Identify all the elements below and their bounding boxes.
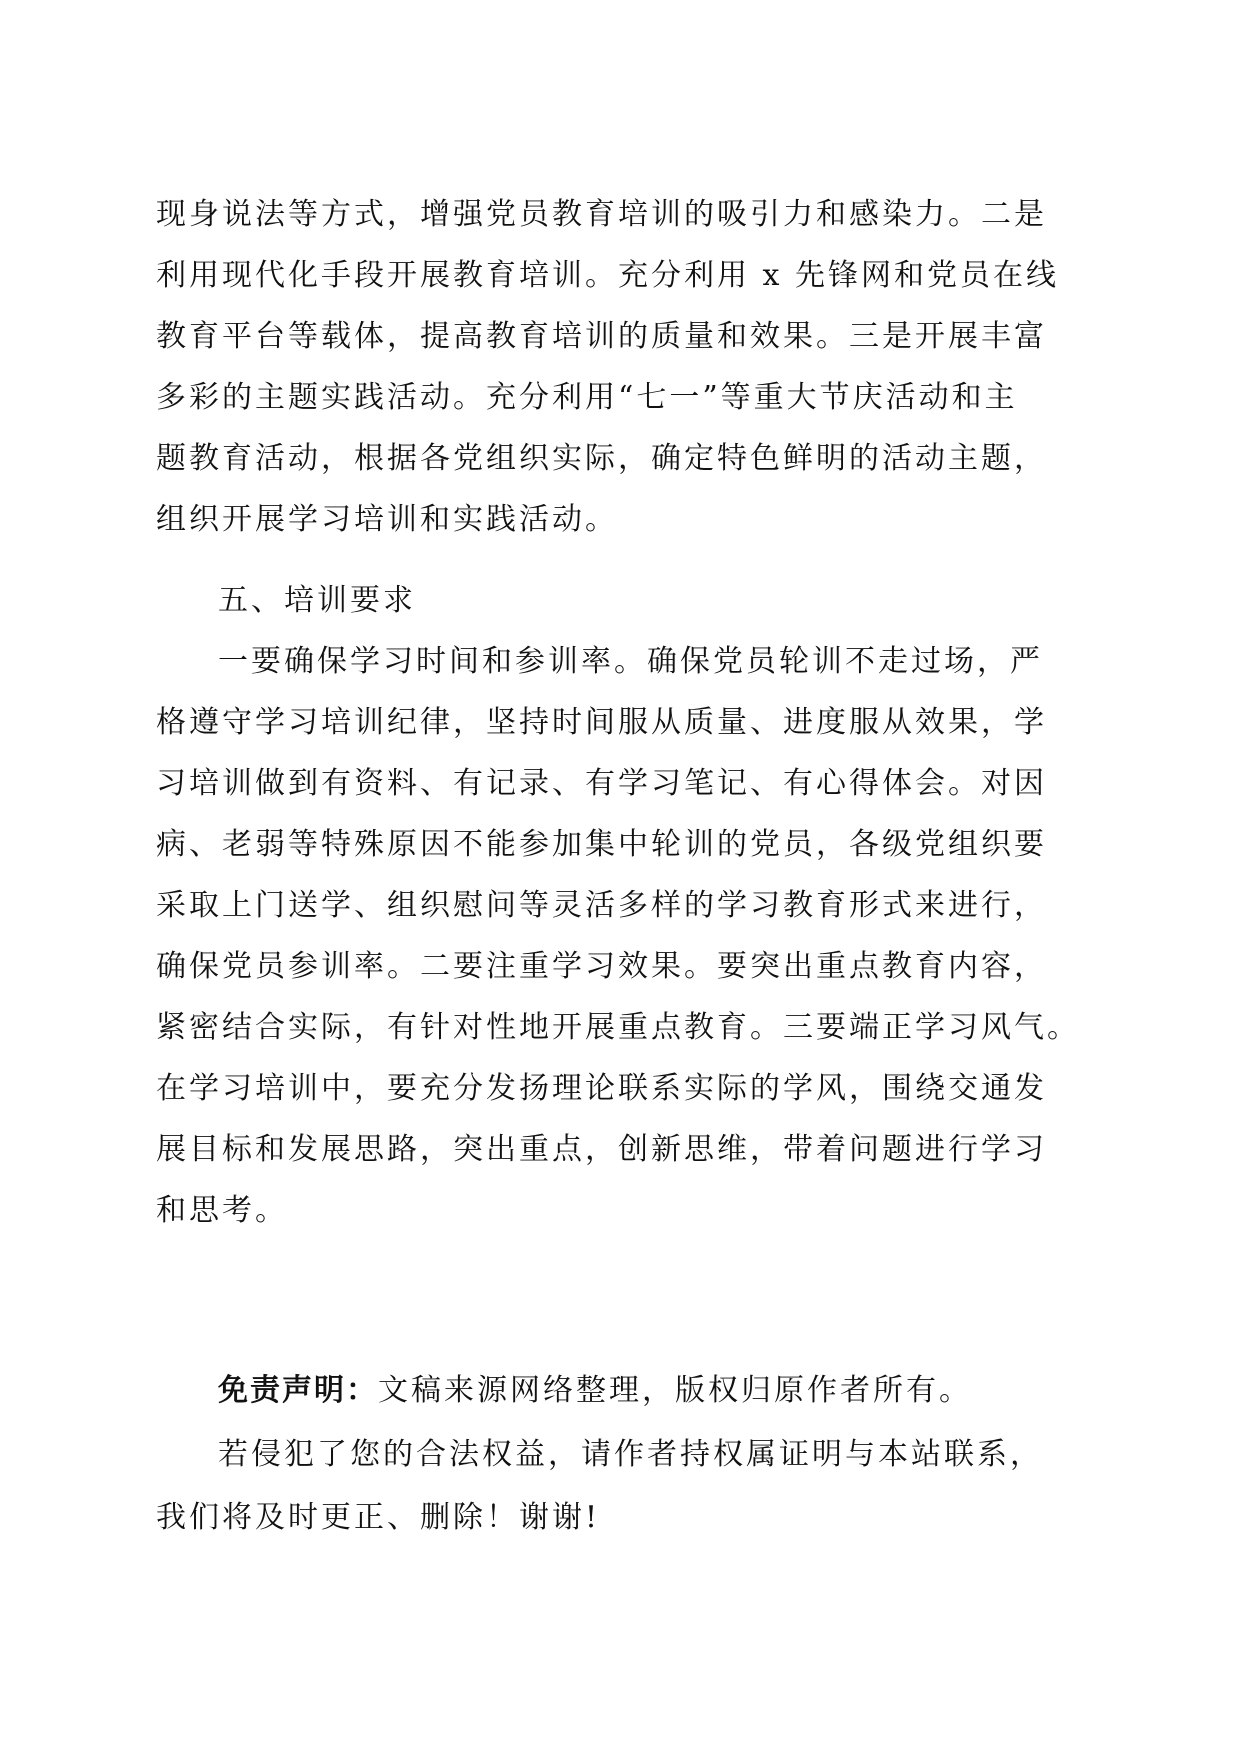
paragraph-line: 确保党员参训率。二要注重学习效果。要突出重点教育内容， (156, 949, 1047, 984)
paragraph-line: 习培训做到有资料、有记录、有学习笔记、有心得体会。对因 (156, 766, 1047, 801)
disclaimer-text: 文稿来源网络整理，版权归原作者所有。 (378, 1373, 972, 1408)
paragraph-line: 格遵守学习培训纪律，坚持时间服从质量、进度服从效果，学 (156, 705, 1047, 740)
paragraph-line: 利用现代化手段开展教育培训。充分利用 x 先锋网和党员在线 (156, 258, 1059, 293)
disclaimer-line: 若侵犯了您的合法权益，请作者持权属证明与本站联系， (218, 1437, 1043, 1472)
paragraph-line: 现身说法等方式，增强党员教育培训的吸引力和感染力。二是 (156, 197, 1047, 232)
paragraph-line: 多彩的主题实践活动。充分利用“七一”等重大节庆活动和主 (156, 380, 1018, 415)
paragraph-line: 和思考。 (156, 1193, 288, 1228)
section-heading: 五、培训要求 (218, 583, 416, 618)
paragraph-line: 病、老弱等特殊原因不能参加集中轮训的党员，各级党组织要 (156, 827, 1047, 862)
paragraph-line: 紧密结合实际，有针对性地开展重点教育。三要端正学习风气。 (156, 1010, 1080, 1045)
disclaimer-line (218, 1371, 972, 1411)
paragraph-line: 教育平台等载体，提高教育培训的质量和效果。三是开展丰富 (156, 319, 1047, 354)
paragraph-line: 展目标和发展思路，突出重点，创新思维，带着问题进行学习 (156, 1132, 1047, 1167)
paragraph-line: 采取上门送学、组织慰问等灵活多样的学习教育形式来进行， (156, 888, 1047, 923)
disclaimer-label: 免责声明： (218, 1373, 378, 1408)
paragraph-line: 组织开展学习培训和实践活动。 (156, 502, 618, 537)
paragraph-line: 题教育活动，根据各党组织实际，确定特色鲜明的活动主题， (156, 441, 1047, 476)
paragraph-line: 在学习培训中，要充分发扬理论联系实际的学风，围绕交通发 (156, 1071, 1047, 1106)
disclaimer-line: 我们将及时更正、删除！谢谢! (156, 1500, 601, 1535)
paragraph-line: 一要确保学习时间和参训率。确保党员轮训不走过场，严 (218, 644, 1043, 679)
